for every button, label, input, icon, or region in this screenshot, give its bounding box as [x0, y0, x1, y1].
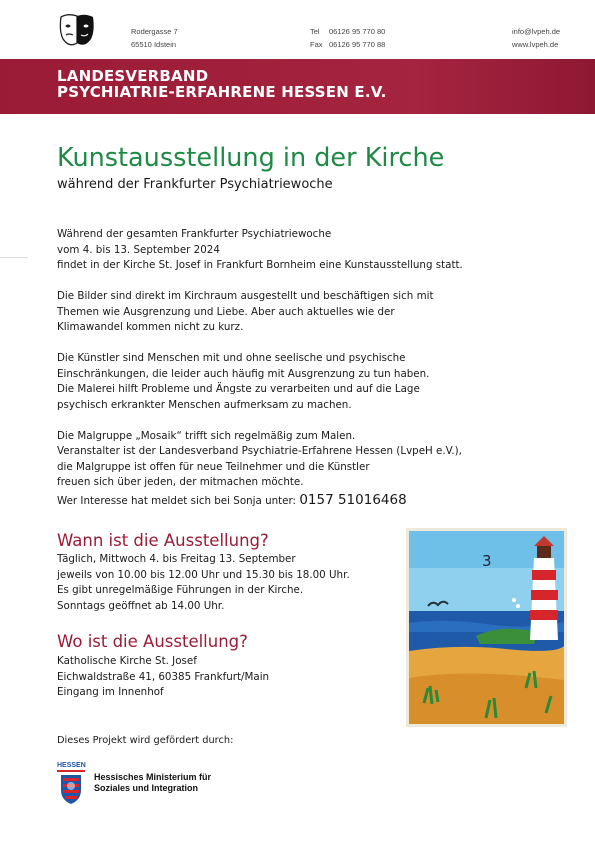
text-line: Themen wie Ausgrenzung und Liebe. Aber auch aktuelles wie der: [57, 305, 395, 318]
address-block: [131, 25, 178, 51]
hessen-lion-icon: [57, 770, 85, 806]
ministry-line-1: Hessisches Ministerium für: [94, 772, 212, 782]
banner-line-1: LANDESVERBAND: [57, 67, 209, 85]
hessen-label: HESSEN: [57, 762, 86, 769]
contact-text: Wer Interesse hat meldet sich bei Sonja unter:: [57, 494, 300, 507]
text-line: Täglich, Mittwoch 4. bis Freitag 13. September: [57, 553, 296, 565]
where-details: [57, 654, 269, 701]
text-line: freuen sich über jeden, der mitmachen möchte.: [57, 476, 304, 488]
text-line: Die Malgruppe „Mosaik“ trifft sich regelmäßig zum Malen.: [57, 429, 356, 442]
contact-line: [57, 493, 463, 510]
fax-label: Fax: [310, 40, 323, 49]
org-banner: [0, 59, 595, 114]
text-line: jeweils von 10.00 bis 12.00 Uhr und 15.30 bis 18.00 Uhr.: [57, 568, 350, 581]
text-line: Katholische Kirche St. Josef: [57, 655, 197, 667]
page-title: Kunstausstellung in der Kirche: [57, 143, 445, 173]
text-line: Die Bilder sind direkt im Kirchraum ausgestellt und beschäftigen sich mit: [57, 290, 434, 302]
lighthouse-painting: [406, 528, 567, 727]
text-line: die Malgruppe ist offen für neue Teilnehmer und die Künstler: [57, 460, 370, 473]
text-line: Die Malerei hilft Probleme und Ängste zu verarbeiten und auf die Lage: [57, 383, 420, 395]
address-street: Rodergasse 7: [131, 27, 178, 36]
text-line: Es gibt unregelmäßige Führungen in der Kirche.: [57, 584, 304, 596]
paragraph-group: [57, 429, 463, 491]
text-line: Während der gesamten Frankfurter Psychiatriewoche: [57, 228, 332, 240]
website-link[interactable]: www.lvpeh.de: [512, 40, 559, 49]
hessen-logo: [57, 762, 85, 808]
ministry-name: [94, 772, 211, 794]
paragraph-artists: [57, 351, 463, 413]
logo-masks: [57, 13, 97, 49]
text-line: Veranstalter ist der Landesverband Psychiatrie-Erfahrene Hessen (LvpeH e.V.),: [57, 445, 462, 457]
sponsor-intro: Dieses Projekt wird gefördert durch:: [57, 735, 234, 746]
email-link[interactable]: info@lvpeh.de: [512, 27, 561, 36]
paragraph-intro: [57, 227, 463, 274]
page-subtitle: während der Frankfurter Psychiatriewoche: [57, 177, 333, 192]
paragraph-pictures: [57, 289, 463, 336]
text-line: Eingang im Innenhof: [57, 686, 164, 698]
text-line: findet in der Kirche St. Josef in Frankfurt Bornheim eine Kunstausstellung statt.: [57, 259, 463, 271]
text-line: Einschränkungen, die leider auch häufig mit Ausgrenzung zu tun haben.: [57, 367, 430, 380]
fax-number: 06126 95 770 88: [329, 40, 386, 49]
ministry-line-2: Soziales und Integration: [94, 783, 199, 793]
phone-block: [310, 25, 385, 51]
where-heading: Wo ist die Ausstellung?: [57, 632, 248, 651]
banner-line-2: PSYCHIATRIE-ERFAHRENE HESSEN E.V.: [57, 83, 387, 101]
text-line: Klimawandel kommen nicht zu kurz.: [57, 321, 244, 333]
fold-mark: [0, 257, 28, 258]
address-city: 65510 Idstein: [131, 40, 177, 49]
text-line: Die Künstler sind Menschen mit und ohne seelische und psychische: [57, 352, 406, 364]
body-text: [57, 227, 463, 509]
tel-number: 06126 95 770 80: [329, 27, 386, 36]
text-line: vom 4. bis 13. September 2024: [57, 243, 220, 256]
web-block: [512, 25, 560, 51]
tel-label: Tel: [310, 27, 320, 36]
when-heading: Wann ist die Ausstellung?: [57, 531, 269, 550]
text-line: Eichwaldstraße 41, 60385 Frankfurt/Main: [57, 670, 270, 683]
banner-title: [57, 68, 387, 100]
theater-masks-icon: [57, 13, 97, 49]
painting-number: 3: [482, 552, 492, 570]
text-line: Sonntags geöffnet ab 14.00 Uhr.: [57, 599, 225, 612]
when-details: [57, 552, 350, 614]
text-line: psychisch erkrankter Menschen aufmerksam zu machen.: [57, 398, 352, 411]
contact-phone: 0157 51016468: [299, 491, 407, 508]
